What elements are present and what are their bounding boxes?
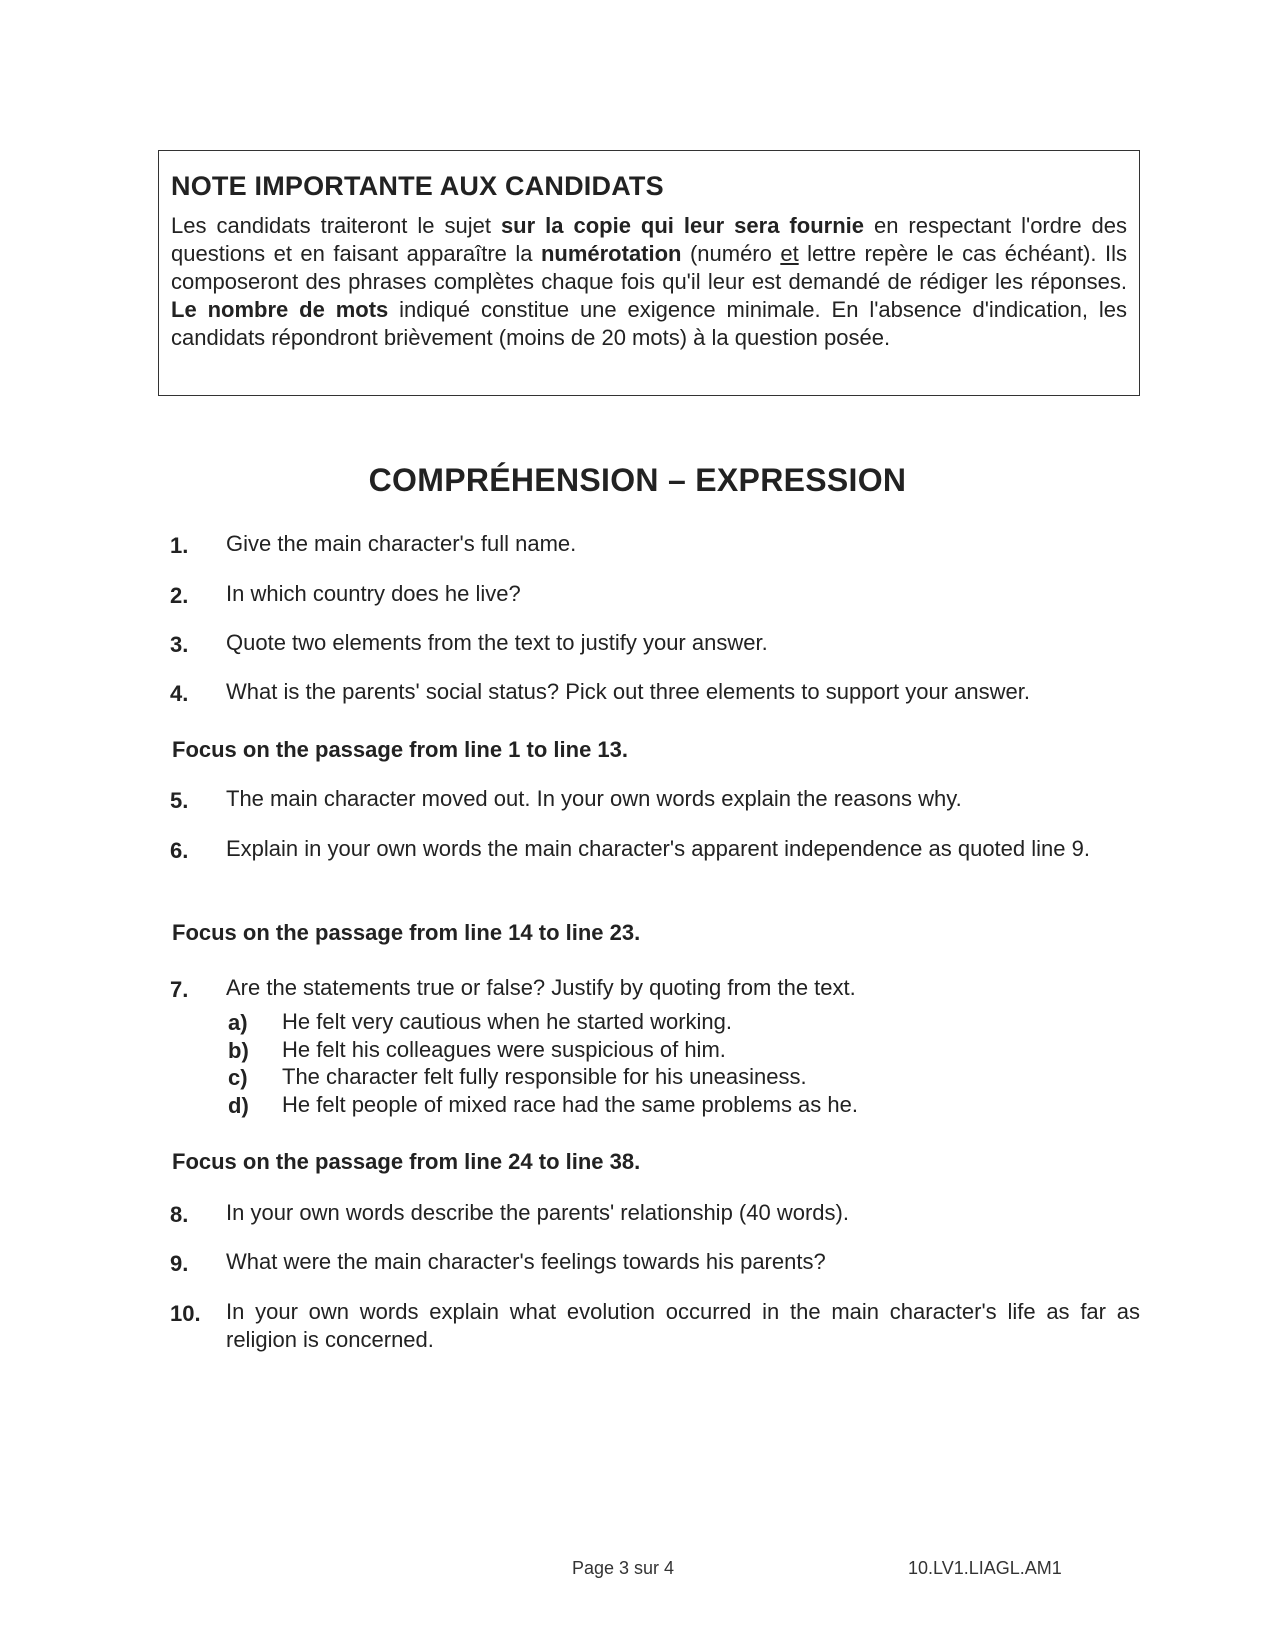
focus-heading: Focus on the passage from line 1 to line 13. xyxy=(172,737,628,762)
document-code: 10.LV1.LIAGL.AM1 xyxy=(908,1558,1062,1578)
page-number: Page 3 sur 4 xyxy=(572,1558,675,1578)
focus-heading: Focus on the passage from line 14 to line 23. xyxy=(172,920,641,945)
section-title: COMPRÉHENSION – EXPRESSION xyxy=(368,462,907,498)
notice-body: Les candidats traiteront le sujet sur la copie qui leur sera fournie en respectant l'ordre des questions et en faisant apparaître la numérotation (numéro et lettre repère le cas échéant). Ils composeront des phrases complètes chaque fois qu'il leur est demandé de rédiger les réponses. Le nombre de mots indiqué constitue une exigence minimale. En l'absence d'indication, les candidats répondront brièvement (moins de 20 mots) à la question posée. xyxy=(171,213,1128,350)
exam-page: NOTE IMPORTANTE AUX CANDIDATS Les candidats traiteront le sujet sur la copie qui leur sera fournie en respectant l'ordre des questions et en faisant apparaître la numérotation (numéro et lettre repère le cas échéant). Ils composeront des phrases complètes chaque fois qu'il leur est demandé de rédiger les réponses. Le nombre de mots indiqué constitue une exigence minimale. En l'absence d'indication, les candidats répondront brièvement (moins de 20 mots) à la question posée. COMPRÉHENSION – EXPRESSION 1. Give the main character's full name. 2. In which country does he live? 3. Quote two elements from the text to justify your answer. 4. What is the parents' social status? Pick out three elements to support your answer. Focus on the passage from line 1 to line 13. 5. The main character moved out. In your own words explain the reasons why. 6. Explain in your own words the main character's apparent independence as quoted line 9. Focus on the passage from line 14 to line 23. 7. Are the statements true or false? Justify by quoting from the text. a) He felt very cautious when he started working. b) He felt his colleagues were suspicious of him. c) The character felt fully responsible for his uneasiness. d) He felt people of mixed race had the same problems as he. Focus on the passage from line 24 to line 38. 8. In your own words describe the parents' relationship (40 words). 9. What were the main character's feelings towards his parents? 10. In your own words explain what evolution occurred in the main character's life as far as religion is concerned. Page 3 sur 4 10.LV1.LIAGL.AM1 xyxy=(0,0,1275,1650)
notice-title: NOTE IMPORTANTE AUX CANDIDATS xyxy=(171,171,664,201)
important-notice-box xyxy=(158,150,1140,396)
focus-heading: Focus on the passage from line 24 to line 38. xyxy=(172,1149,641,1174)
